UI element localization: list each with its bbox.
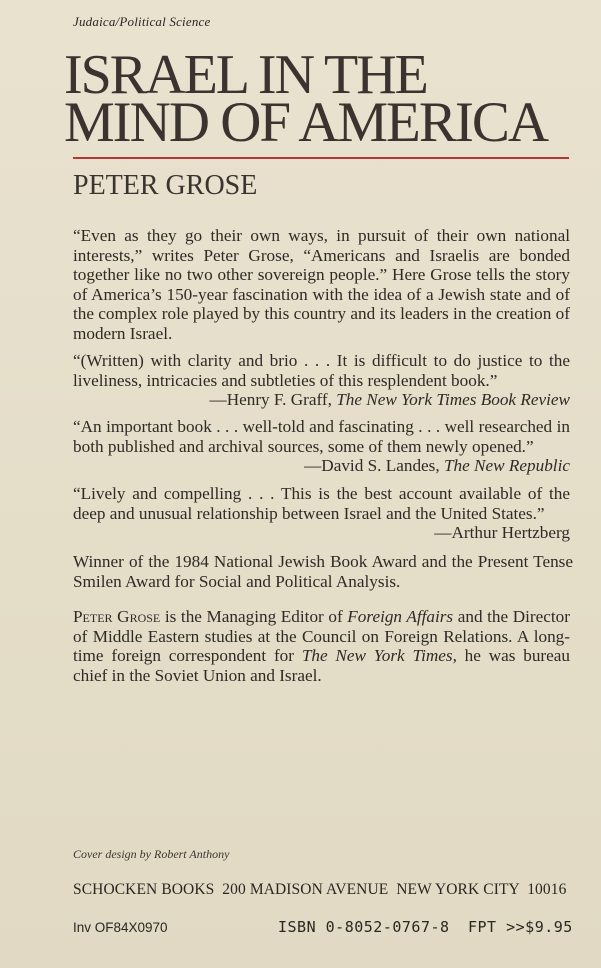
bio-publication: The New York Times, — [301, 646, 457, 666]
title-line-2: MIND OF AMERICA — [64, 91, 548, 154]
bio-author-name: Peter Grose — [73, 607, 161, 626]
author-name: PETER GROSE — [73, 170, 258, 201]
title-line-1: ISRAEL IN THE — [64, 44, 427, 106]
book-description: “Even as they go their own ways, in pursuit of their own national interests,” writes Peter Grose, “Americans and Israelis are bonded together like no two other sovereign people.” Here Grose tells the story of America’s 150-year fascination with the idea of a Jewish state and of the complex role played by this country and its leaders in the creation of modern Israel. — [73, 226, 570, 343]
quote-text: “An important book . . . well-told and fascinating . . . well researched in both published and archival sources, some of them newly opened.” — [73, 417, 570, 456]
publisher-line: SCHOCKEN BOOKS 200 MADISON AVENUE NEW YORK CITY 10016 — [73, 881, 567, 898]
review-quote-3 — [73, 484, 570, 543]
review-quote-1 — [73, 351, 570, 410]
title-divider — [73, 157, 569, 159]
quote-reviewer: —Arthur Hertzberg — [434, 523, 570, 543]
quote-attribution — [73, 456, 570, 476]
quote-source: The New York Times Book Review — [336, 390, 570, 410]
bio-text: and the Director of Middle Eastern studies at the Council on Foreign Relations. A long-time foreign correspondent for — [73, 607, 571, 666]
quote-reviewer: —David S. Landes, — [304, 456, 440, 476]
cover-design-credit: Cover design by Robert Anthony — [73, 847, 230, 861]
quote-attribution — [73, 390, 570, 410]
quote-text: “(Written) with clarity and brio . . . It is difficult to do justice to the liveliness, intricacies and subtleties of this resplendent book.” — [73, 351, 570, 390]
book-title — [64, 44, 564, 154]
award-statement: Winner of the 1984 National Jewish Book Award and the Present Tense Smilen Award for Social and Political Analysis. — [73, 552, 573, 591]
price-code: FPT >>$9.95 — [468, 918, 573, 936]
inventory-code: Inv OF84X0970 — [73, 920, 168, 935]
quote-attribution — [73, 523, 570, 543]
bio-publication: Foreign Affairs — [347, 607, 454, 626]
quote-source: The New Republic — [443, 456, 570, 476]
quote-text: “Lively and compelling . . . This is the best account available of the deep and unusual relationship between Israel and the United States.” — [73, 484, 570, 523]
bio-text: he was bureau chief in the Soviet Union and Israel. — [73, 646, 571, 685]
author-bio — [73, 607, 570, 685]
category-label: Judaica/Political Science — [73, 14, 211, 29]
bio-text: is the Managing Editor of — [160, 607, 348, 626]
quote-reviewer: —Henry F. Graff, — [209, 390, 332, 410]
isbn-number: ISBN 0-8052-0767-8 — [278, 918, 450, 936]
review-quote-2 — [73, 417, 570, 476]
